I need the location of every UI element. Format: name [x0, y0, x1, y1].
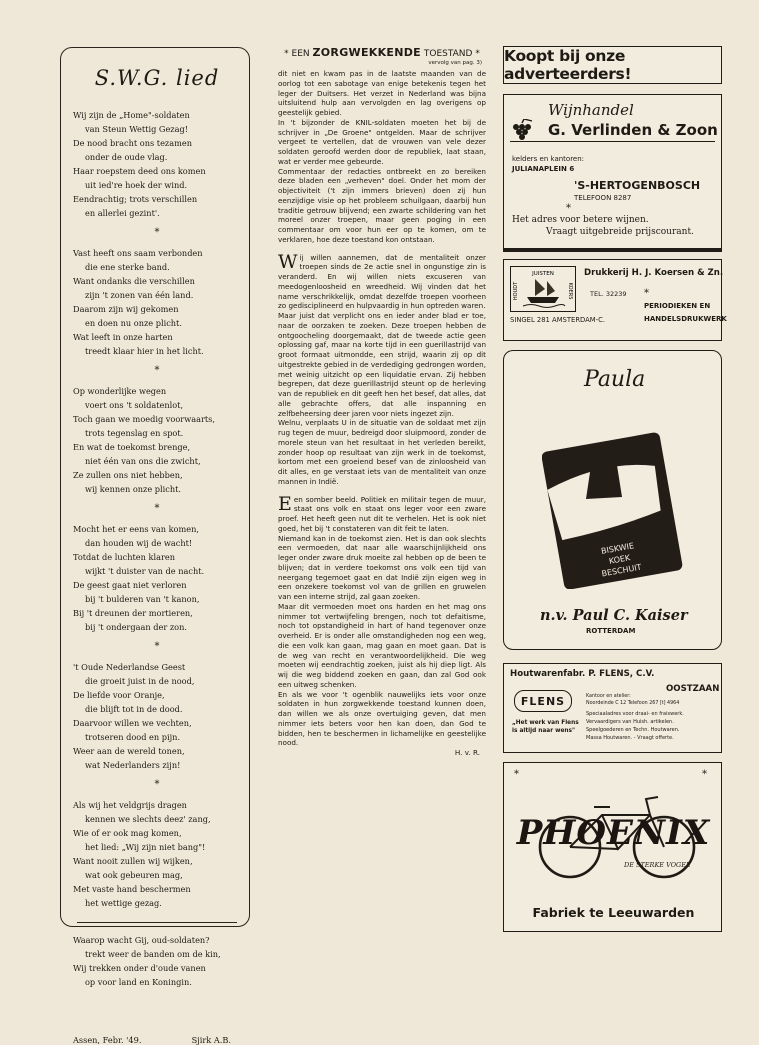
poem-line: voert ons 't soldatenlot, — [85, 400, 184, 410]
star-separator: * — [154, 641, 160, 652]
poem-line: en allerlei gezint'. — [85, 208, 160, 218]
grapes-icon — [510, 119, 536, 149]
poem-line: Vast heeft ons saam verbonden — [73, 248, 203, 258]
poem-line: zijn 't zonen van één land. — [85, 290, 194, 300]
poem-line: En wat de toekomst brenge, — [73, 442, 191, 452]
poem-line: niet één van ons die zwicht, — [85, 456, 201, 466]
ship-logo-top: JUISTEN — [532, 271, 554, 277]
flens-contact-1: Kantoor en atelier: — [586, 694, 631, 699]
heading-prefix: * EEN — [284, 49, 310, 59]
poem-line: Daarom zijn wij gekomen — [73, 304, 179, 314]
poem-line: kennen we slechts deez' zang, — [85, 814, 211, 824]
drop-cap: W — [278, 250, 298, 273]
poem-title: S.W.G. lied — [94, 66, 220, 90]
poem-signature — [73, 1035, 241, 1045]
wine-address-2: JULIANAPLEIN 6 — [512, 165, 575, 173]
package-text-1: BISKWIE — [600, 541, 635, 556]
poem-line: wat ook gebeuren mag, — [85, 870, 183, 880]
closing-line: Wij trekken onder d'oude vanen — [73, 963, 206, 973]
flens-name: Houtwarenfabr. P. FLENS, C.V. — [510, 669, 655, 679]
poem-line: Want ondanks die verschillen — [73, 276, 195, 286]
ad-flens — [503, 663, 722, 753]
poem-box — [60, 47, 250, 1045]
article-paragraph: Niemand kan in de toekomst zien. Het is dan ook slechts een vermoeden, dat naar alle waarschijnlijkheid ons leger onder zware druk moeite zal hebben op de been te blijven; dat in verdere toekomst ons volk een tijd van neergang tegemoet gaat en dat Indië zijn eigen weg in een onzekere toekomst vol van de grillen en gruwelen van een interne strijd, zal gaan zoeken. — [278, 533, 486, 601]
wine-company-name: G. Verlinden & Zoon — [548, 121, 718, 139]
poem-stanza — [73, 522, 241, 634]
drop-cap: E — [278, 492, 292, 515]
flens-town: OOSTZAAN — [666, 684, 720, 694]
article-paragraph: dit niet en kwam pas in de laatste maanden van de oorlog tot een sabotage van enige betekenis tegen het leger der Duitsers. Het verzet in Nederland was bijna uitsluitend hulp aan vervolgden en lag overigens op geestelijk gebied. — [278, 69, 486, 117]
continued-note: vervolg van pag. 3) — [428, 60, 482, 66]
poem-line: trotseren dood en pijn. — [85, 732, 181, 742]
poem-line: van Steun Wettig Gezag! — [85, 124, 189, 134]
divider — [77, 922, 237, 923]
star-icon: * — [514, 769, 519, 780]
poem-closing — [73, 933, 241, 989]
poem-line: Totdat de luchten klaren — [73, 552, 176, 562]
article-paragraph: Welnu, verplaats U in de situatie van de soldaat met zijn rug tegen de muur, bedreigd door sluipmoord, zonder de morele steun van het resultaat in het verleden bereikt, zonder hoop op resultaat van zijn werk in de toekomst, kortom met een groeiend besef van de zinloosheid van dit alles, en ge verstaat iets van de mentaliteit van onze mannen in Indië. — [278, 418, 486, 486]
star-separator: * — [154, 227, 160, 238]
poem-line: Op wonderlijke wegen — [73, 386, 167, 396]
article-signature: H. v. R. — [454, 748, 480, 757]
printer-spec-2: HANDELSDRUKWERK — [644, 315, 727, 323]
poem-line: en doen nu onze plicht. — [85, 318, 182, 328]
package-text-2: KOEK — [608, 553, 631, 566]
poem-line: Mocht het er eens van komen, — [73, 524, 199, 534]
poem-line: Wij zijn de „Home"-soldaten — [73, 110, 190, 120]
poem-line: wat Nederlanders zijn! — [85, 760, 181, 770]
poem-line: bij 't ondergaan der zon. — [85, 622, 187, 632]
phoenix-brand: PHOENIX — [516, 813, 711, 853]
poem-line: trots tegenslag en spot. — [85, 428, 184, 438]
banner-text: Koopt bij onze adverteerders! — [504, 47, 632, 83]
poem-line: Weer aan de wereld tonen, — [73, 746, 185, 756]
poem-line: het lied: „Wij zijn niet bang"! — [85, 842, 206, 852]
flens-logo — [514, 690, 572, 712]
printer-spec-1: PERIODIEKEN EN — [644, 302, 711, 310]
printer-phone: TEL. 32239 — [590, 290, 627, 298]
wine-phone: TELEFOON 8287 — [574, 194, 632, 202]
poem-line: Wie of er ook mag komen, — [73, 828, 182, 838]
star-separator: * — [154, 503, 160, 514]
phoenix-sub: DE STERKE VOGEL — [624, 861, 691, 869]
poem-line: onder de oude vlag. — [85, 152, 168, 162]
flens-detail-1: Speciaaladres voor draai- en fraiswerk. — [586, 711, 684, 717]
article-paragraph: Maar juist dat verplicht ons en ieder ander blad er toe, naar de oorzaken te zoeken. Deze troepen hebben de ontgoocheling doorgemaakt, dat de tweede actie geen oplossing gaf, maar na korte tijd in een guerillastrijd van groot formaat uitmondde, een strijd, waarin zij op dit uitgestrekte gebied in de verdediging gedrongen worden, met weinig uitzicht op een liquidatie ervan. Zij hebben begrepen, dat deze guerillastrijd steunt op de herleving van de republiek en dit geeft hen het besef, dat alles, dat alle gebrachte offers, dat alle inspanning en zelfbeheersing deer jaren voor niets ingezet zijn. — [278, 311, 486, 418]
poem-line: Haar roepstem deed ons komen — [73, 166, 206, 176]
poem-line: Eendrachtig; trots verschillen — [73, 194, 198, 204]
poem-stanza — [73, 384, 241, 496]
ad-paula — [503, 350, 722, 650]
phoenix-factory: Fabriek te Leeuwarden — [532, 905, 695, 920]
article-paragraph: Maar dit vermoeden moet ons harden en het mag ons nimmer tot vertwijfeling brengen, noch tot defaitisme, noch tot opstandigheid in hart of hand tegenover onze overheid. Er is onder alle omstandigheden nog een weg, die een volk kan gaan, mag gaan en moet gaan. Dat is de weg van recht en verantwoordelijkheid. Die weg moeten wij eendrachtig zoeken, juist als hij diep ligt. Als wij die weg biddend zoeken en gaan, dan zal God ook een uitweg schenken. — [278, 601, 486, 689]
article-paragraph: Commentaar der redacties ontbreekt en zo bereiken deze bladen een „verheven" doel. Onder het mom der objectiviteit ('t zijn immers brieven) doen zij hun eenzijdige visie op het probleem schuilgaan, daarbij hun traditie getrouw blijvend; een zwarte schildering van het moreel onzer troepen, maar geen poging in een commentaar om voor hun eer op te komen, om te verklaren, hoe deze toestand kon ontstaan. — [278, 166, 486, 244]
poem-stanza — [73, 660, 241, 772]
poem-stanza — [73, 246, 241, 358]
biscuit-package — [542, 419, 692, 593]
ship-logo-left: HOUDT — [513, 281, 519, 301]
article-paragraph — [278, 250, 486, 312]
poem-author: Sjirk A.B. — [191, 1035, 231, 1045]
closing-line: trekt weer de banden om de kin, — [85, 949, 221, 959]
poem-line: Wat leeft in onze harten — [73, 332, 173, 342]
ship-logo — [510, 266, 576, 312]
poem-place-date: Assen, Febr. '49. — [73, 1035, 142, 1045]
article-paragraph: En als we voor 't ogenblik nauwelijks iets voor onze soldaten in hun zorgwekkende toestand kunnen doen, dan willen we als onze overtuiging geven, dat men nimmer iets beters voor hen kan doen, dan God te bidden, hen te beschermen in lichamelijke en geestelijke nood. — [278, 689, 486, 748]
ad-printer — [503, 259, 727, 341]
wine-script: Wijnhandel — [548, 101, 634, 119]
poem-line: wijkt 't duister van de nacht. — [85, 566, 205, 576]
poem-stanza — [73, 108, 241, 220]
printer-name: Drukkerij H. J. Koersen & Zn. — [584, 268, 724, 278]
flens-detail-2: Vervaardigers van Huish. artikelen. — [586, 719, 674, 725]
poem-line: Toch gaan we moedig voorwaarts, — [73, 414, 215, 424]
flens-detail-3: Speelgoederen en Techn. Houtwaren. — [586, 727, 680, 733]
poem-line: Als wij het veldgrijs dragen — [73, 800, 187, 810]
poem-stanza — [73, 798, 241, 910]
article-paragraph — [278, 492, 486, 534]
package-text-3: BESCHUIT — [600, 562, 643, 579]
poem-line: die blijft tot in de dood. — [85, 704, 183, 714]
flens-logo-text: FLENS — [520, 694, 566, 708]
article — [278, 46, 486, 946]
poem-line: die ene sterke band. — [85, 262, 170, 272]
poem-line: wij kennen onze plicht. — [85, 484, 182, 494]
star-icon: * — [566, 203, 571, 214]
paragraph-text: ij willen aannemen, dat de mentaliteit onzer troepen sinds de 2e actie snel in ongunstige zin is veranderd. En wij willen niets excuseren van meedogenloosheid en wreedheid. Wij vinden dat het name verschrikkelijk, omdat dezelfde troepen voorheen zo gedisciplineerd en hulpvaardig in hun optreden waren. — [278, 252, 486, 311]
kaiser-company: n.v. Paul C. Kaiser — [540, 607, 688, 624]
poem-line: het wettige gezag. — [85, 898, 162, 908]
poem-line: bij 't bulderen van 't kanon, — [85, 594, 200, 604]
poem-line: 't Oude Nederlandse Geest — [73, 662, 186, 672]
poem-line: Want nooit zullen wij wijken, — [73, 856, 193, 866]
poem-line: uit ied're hoek der wind. — [85, 180, 188, 190]
closing-line: op voor land en Koningin. — [85, 977, 192, 987]
poem-line: Bij 't dreunen der mortieren, — [73, 608, 193, 618]
poem-line: treedt klaar hier in het licht. — [85, 346, 204, 356]
poem-line: Ze zullen ons niet hebben, — [73, 470, 183, 480]
star-icon: * — [644, 288, 649, 299]
ad-banner — [503, 46, 722, 84]
printer-address: SINGEL 281 AMSTERDAM-C. — [510, 316, 606, 324]
star-separator: * — [154, 779, 160, 790]
article-paragraph: In 't bijzonder de KNIL-soldaten moeten het bij de schrijver in „De Groene" ontgelden. Maar de schrijver vergeet te vertellen, dat de vrouwen van vele dezer soldaten geroofd werden door de republiek, laat staan, wat er verder mee gebeurde. — [278, 117, 486, 166]
poem-line: Daarvoor willen we vechten, — [73, 718, 192, 728]
closing-line: Waarop wacht Gij, oud-soldaten? — [73, 935, 210, 945]
poem-line: Met vaste hand beschermen — [73, 884, 191, 894]
heading-main: ZORGWEKKENDE — [312, 46, 421, 59]
wine-address-1: kelders en kantoren: — [512, 155, 585, 163]
heading-suffix: TOESTAND * — [423, 49, 480, 59]
poem-line: De liefde voor Oranje, — [73, 690, 165, 700]
ad-wine-merchant — [503, 94, 722, 252]
wine-tagline-2: Vraagt uitgebreide prijscourant. — [546, 227, 694, 237]
star-icon: * — [702, 769, 707, 780]
poem-line: dan houden wij de wacht! — [85, 538, 193, 548]
flens-detail-4: Massa Houtwaren. - Vraagt offerte. — [586, 735, 674, 741]
paragraph-text: en somber beeld. Politiek en militair tegen de muur, staat ons volk en staat ons leger voor een zware proef. Het heeft geen nut dit te verhelen. Het is ook niet goed, het bij 't constateren van dit feit te laten. — [278, 494, 486, 533]
flens-slogan-1: „Het werk van Flens — [512, 720, 579, 726]
star-separator: * — [154, 365, 160, 376]
paula-script: Paula — [584, 367, 646, 392]
poem-line: De nood bracht ons tezamen — [73, 138, 192, 148]
ship-logo-right: KOERS — [567, 282, 573, 300]
wine-tagline-1: Het adres voor betere wijnen. — [512, 215, 649, 225]
ad-phoenix — [503, 762, 722, 932]
poem-stanzas — [73, 108, 241, 910]
wine-city: 'S-HERTOGENBOSCH — [574, 179, 701, 192]
poem-line: De geest gaat niet verloren — [73, 580, 187, 590]
article-heading — [278, 46, 486, 59]
kaiser-city: ROTTERDAM — [586, 627, 636, 635]
flens-slogan-2: is altijd naar wens" — [512, 728, 575, 734]
poem-line: die groeit juist in de nood, — [85, 676, 195, 686]
flens-contact-2: Noordeinde C 12 Telefoon 267 [t] 4964 — [586, 701, 680, 706]
